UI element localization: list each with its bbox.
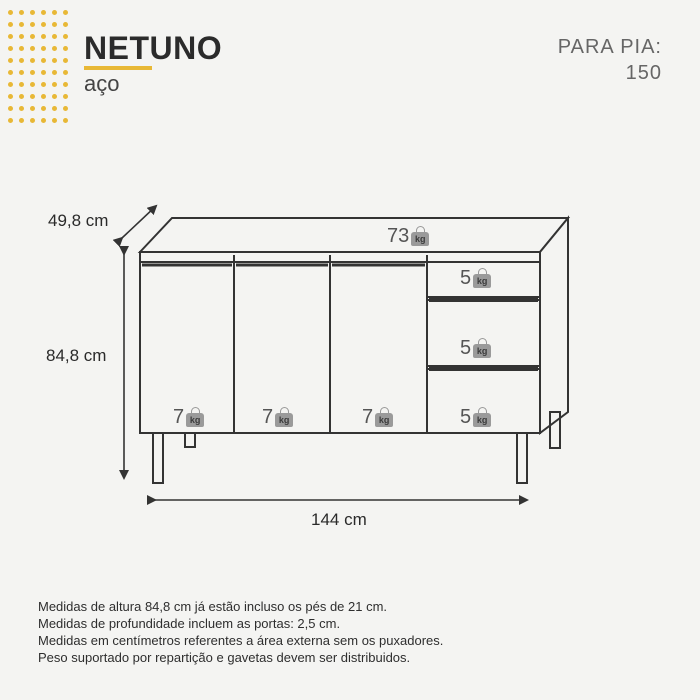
- depth-label: 49,8 cm: [48, 211, 109, 230]
- weight-top-value: 73: [387, 225, 410, 247]
- weight-door-2: [262, 407, 293, 427]
- note-line: Peso suportado por repartição e gavetas devem ser distribuidos.: [38, 650, 411, 665]
- cabinet-top-band: [140, 252, 540, 262]
- weight-top: [387, 226, 429, 246]
- weight-drawer-1: [460, 268, 491, 288]
- weight-door-1-value: 7: [173, 406, 185, 428]
- kg-weight-icon: kg: [186, 407, 204, 427]
- depth-arrow: [122, 206, 156, 238]
- leg-back-left: [185, 433, 195, 447]
- leg-front-left: [153, 433, 163, 483]
- weight-drawer-1-value: 5: [460, 267, 472, 289]
- kg-weight-icon: kg: [375, 407, 393, 427]
- cabinet-side-panel: [540, 218, 568, 433]
- kg-weight-icon: kg: [473, 338, 491, 358]
- cabinet-top-surface: [140, 218, 568, 252]
- sink-size-value: 150: [625, 62, 662, 84]
- weight-door-3-value: 7: [362, 406, 374, 428]
- weight-door-1: [173, 407, 204, 427]
- weight-door-3: [362, 407, 393, 427]
- kg-weight-icon: kg: [275, 407, 293, 427]
- leg-front-right: [517, 433, 527, 483]
- product-finish: aço: [84, 71, 120, 96]
- kg-weight-icon: kg: [411, 226, 429, 246]
- kg-weight-icon: kg: [473, 407, 491, 427]
- note-line: Medidas de profundidade incluem as portas: 2,5 cm.: [38, 616, 341, 631]
- weight-drawer-3: [460, 407, 491, 427]
- height-label: 84,8 cm: [46, 346, 107, 365]
- note-line: Medidas de altura 84,8 cm já estão incluso os pés de 21 cm.: [38, 599, 388, 614]
- width-label: 144 cm: [311, 510, 367, 529]
- product-name: NETUNO: [84, 30, 223, 66]
- sink-size-label: PARA PIA:: [557, 36, 662, 58]
- measurement-notes: [38, 598, 443, 666]
- kg-weight-icon: kg: [473, 268, 491, 288]
- weight-drawer-2: [460, 338, 491, 358]
- weight-drawer-2-value: 5: [460, 337, 472, 359]
- note-line: Medidas em centímetros referentes a área externa sem os puxadores.: [38, 633, 444, 648]
- weight-door-2-value: 7: [262, 406, 274, 428]
- weight-drawer-3-value: 5: [460, 406, 472, 428]
